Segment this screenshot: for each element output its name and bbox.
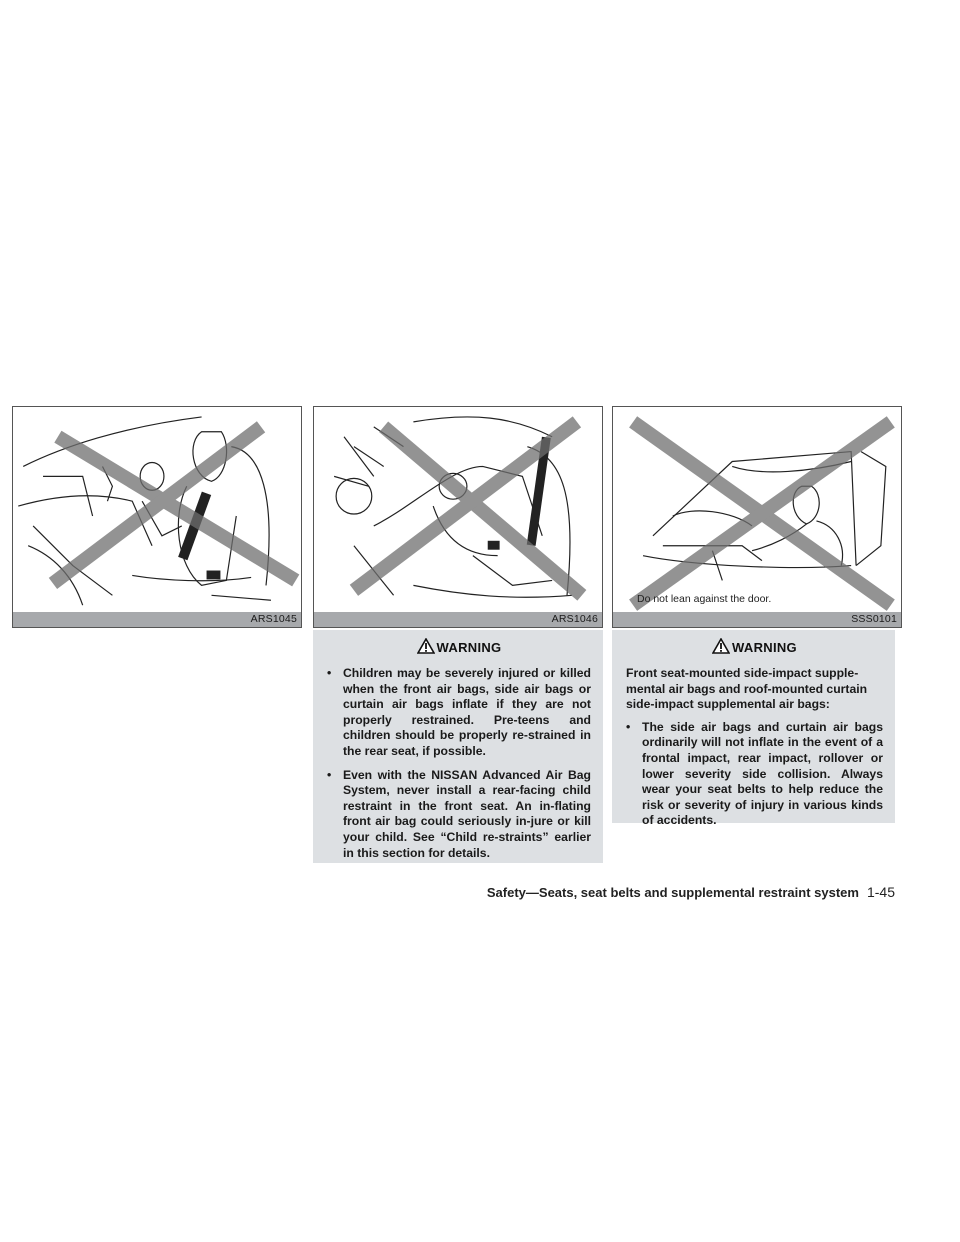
illustration-rear-facing-seat xyxy=(314,407,602,627)
illustration-child-on-lap xyxy=(13,407,301,627)
bullet: • xyxy=(626,719,631,734)
figure-lean-against-door xyxy=(612,406,902,628)
warning-intro: Front seat-mounted side-impact supple-mental air bags and roof-mounted curtain side-impact supplemental air bags: xyxy=(626,666,868,712)
figure-rear-facing-seat xyxy=(313,406,603,628)
warning-box-side-airbags xyxy=(612,630,895,828)
warning-heading xyxy=(626,638,883,657)
warning-item xyxy=(626,720,883,829)
warning-heading-text: WARNING xyxy=(732,640,797,655)
section-title: Safety—Seats, seat belts and supplemental restraint system xyxy=(486,885,859,900)
warning-heading xyxy=(327,638,591,657)
bullet: • xyxy=(327,666,332,680)
warning-item xyxy=(327,666,591,760)
warning-item-text: Even with the NISSAN Advanced Air Bag System, never install a rear-facing child restraint in the front seat. An in-flating front air bag could seriously in-jure or kill your child. See “Child re-straints” earlier in this section for details. xyxy=(343,767,591,860)
page-footer xyxy=(420,884,895,900)
warning-heading-text: WARNING xyxy=(436,640,502,655)
warning-list xyxy=(327,666,591,861)
warning-triangle-icon xyxy=(712,638,730,657)
warning-list xyxy=(626,720,883,829)
figure-code: ARS1046 xyxy=(314,612,602,627)
warning-item-text: The side air bags and curtain air bags ordinarily will not inflate in the event of a frontal impact, rear impact, rollover or lower severity side collision. Always wear your seat belts to help reduce the risk or severity of injury in various kinds of accidents. xyxy=(642,719,883,828)
warning-triangle-icon xyxy=(417,638,435,657)
warning-box-children xyxy=(313,630,603,863)
figure-caption: Do not lean against the door. xyxy=(637,593,772,605)
warning-item-text: Children may be severely injured or killed when the front air bags, side air bags or curtain air bags inflate if they are not properly restrained. Pre-teens and children should be properly re-strained in the rear seat, if possible. xyxy=(343,666,591,758)
figure-code: SSS0101 xyxy=(613,612,901,627)
page-number: 1-45 xyxy=(866,884,895,900)
figure-child-on-lap xyxy=(12,406,302,628)
bullet: • xyxy=(327,767,332,782)
warning-item xyxy=(327,768,591,862)
figure-code: ARS1045 xyxy=(13,612,301,627)
